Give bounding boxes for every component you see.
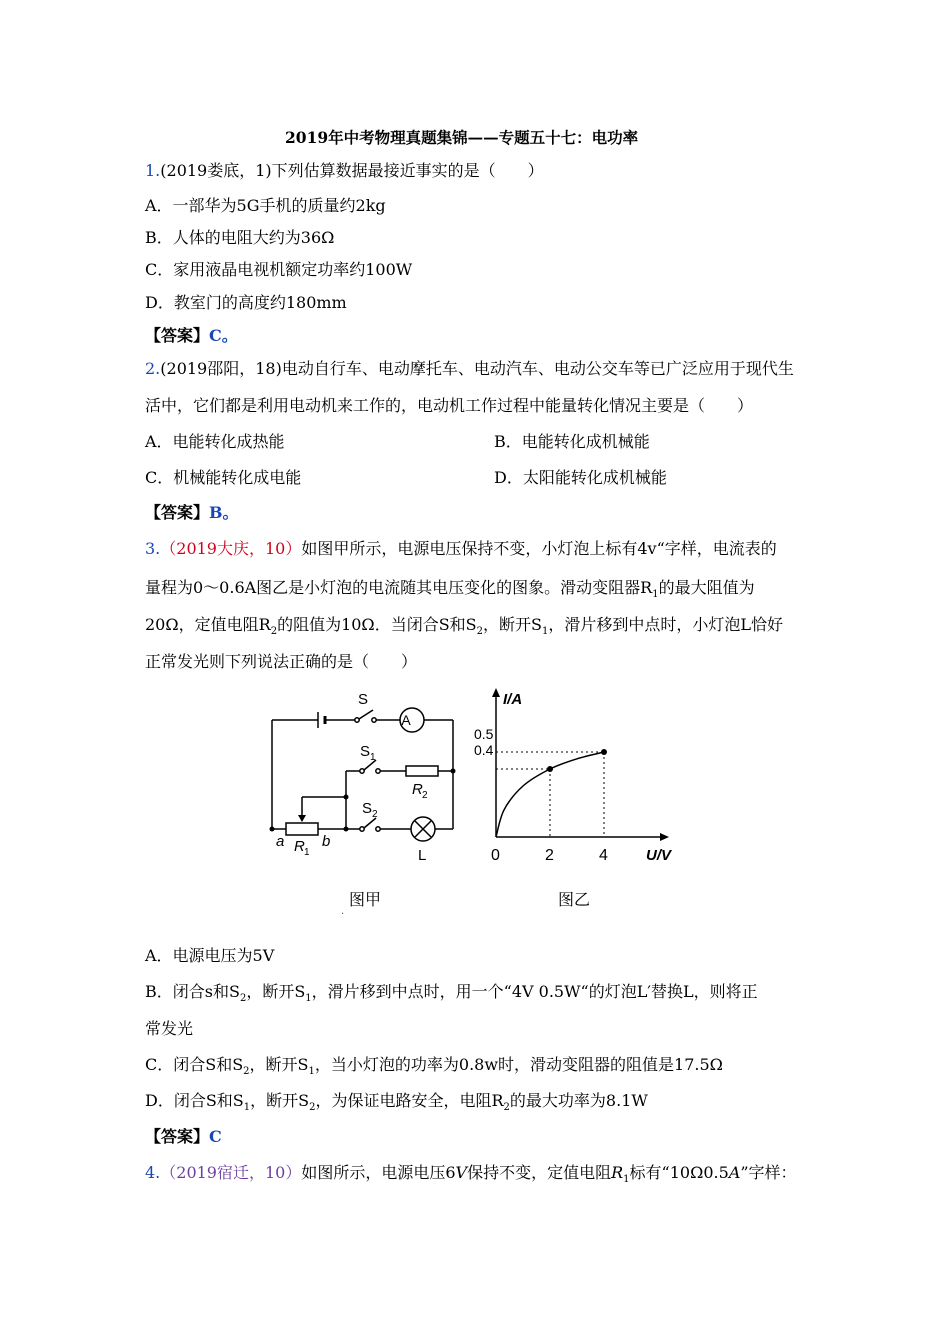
junction-dot <box>344 827 349 832</box>
question-stem: (2019娄底，1)下列估算数据最接近事实的是（ ） <box>160 161 544 180</box>
junction-dot <box>270 827 275 832</box>
subscript: 2 <box>309 1102 316 1114</box>
subscript: 1 <box>308 1066 315 1078</box>
label-s2-sub: 2 <box>372 809 378 820</box>
data-point <box>547 766 553 772</box>
q1-option-a: A．一部华为5G手机的质量约2kg <box>145 196 386 215</box>
label-l: L <box>418 847 427 864</box>
q3-option-d <box>145 1090 648 1112</box>
subscript: 2 <box>270 626 278 638</box>
x-axis-label: U/V <box>646 847 672 864</box>
q3-option-a: A．电源电压为5V <box>145 946 275 965</box>
question-2-stem-line2: 活中，它们都是利用电动机来工作的，电动机工作过程中能量转化情况主要是（ ） <box>145 396 754 415</box>
subscript: 1 <box>541 626 549 638</box>
text: 的最大阻值为 <box>658 578 755 597</box>
q1-option-d: D．教室门的高度约180mm <box>145 293 347 312</box>
q2-option-a: A．电能转化成热能 <box>145 432 285 451</box>
junction-dot <box>344 795 349 800</box>
figure-a-caption: 图甲 <box>348 892 382 909</box>
q3-answer <box>145 1126 222 1148</box>
question-number: 2. <box>145 359 161 378</box>
y-axis-arrow <box>492 688 500 697</box>
question-number: 3. <box>145 539 161 558</box>
question-1-stem <box>145 160 544 182</box>
question-text: 如图甲所示，电源电压保持不变，小灯泡上标有4v“字样，电流表的 <box>301 539 777 558</box>
question-3-line2 <box>145 577 755 599</box>
q1-option-c: C．家用液晶电视机额定功率约100W <box>145 260 413 279</box>
text: ，断开S <box>246 982 306 1001</box>
rheostat-r1 <box>286 823 318 835</box>
answer-label: 【答案】 <box>145 503 210 522</box>
text: 如图所示，电源电压6 <box>301 1163 456 1182</box>
subscript: 2 <box>503 1102 510 1114</box>
answer-value: C <box>209 1127 222 1146</box>
data-point <box>601 749 607 755</box>
answer-value: C。 <box>209 326 238 345</box>
text: 保持不变，定值电阻 <box>467 1163 612 1182</box>
question-2-stem-line1 <box>145 358 794 380</box>
page-title: 2019年中考物理真题集锦——专题五十七：电功率 <box>285 128 639 147</box>
text: ”字样： <box>740 1163 797 1182</box>
x-tick-label: 4 <box>599 847 608 864</box>
text: 的最大功率为8.1W <box>509 1091 648 1110</box>
text: ，滑片移到中点时，用一个“4V 0.5W“的灯泡L′替换L，则将正 <box>311 982 758 1001</box>
text: 的阻值为10Ω．当闭合S和S <box>277 615 477 634</box>
x-axis-arrow <box>660 833 669 841</box>
text: B．闭合s和S <box>145 982 240 1001</box>
subscript: 1 <box>305 993 312 1005</box>
figure-area <box>0 685 950 925</box>
y-tick-label: 0.4 <box>474 742 494 758</box>
text: 标有“10Ω0.5 <box>629 1163 729 1182</box>
subscript: 2 <box>239 993 247 1005</box>
label-a: a <box>276 833 285 850</box>
subscript: 1 <box>652 589 659 601</box>
circuit-diagram <box>272 708 453 841</box>
question-3-line4: 正常发光则下列说法正确的是（ ） <box>145 652 418 671</box>
question-3-line3 <box>145 614 783 636</box>
q1-answer <box>145 325 238 347</box>
iu-graph <box>492 688 669 841</box>
label-s1: S <box>360 743 371 760</box>
subscript: 2 <box>476 626 483 638</box>
answer-label: 【答案】 <box>145 326 210 345</box>
text: A <box>728 1163 741 1182</box>
scan-dot: · <box>341 909 345 920</box>
question-stem: (2019邵阳，18)电动自行车、电动摩托车、电动汽车、电动公交车等已广泛应用于现代生 <box>160 359 794 378</box>
label-s: S <box>358 691 369 708</box>
question-number: 1. <box>145 161 161 180</box>
q3-option-b-line2: 常发光 <box>145 1019 194 1038</box>
text: V <box>455 1163 468 1182</box>
label-s1-sub: 1 <box>370 752 376 763</box>
q1-option-b: B．人体的电阻大约为36Ω <box>145 228 335 247</box>
q2-answer <box>145 502 239 524</box>
resistor-r2 <box>406 766 438 776</box>
question-source: （2019大庆，10） <box>160 539 302 558</box>
answer-value: B。 <box>209 503 239 522</box>
label-s2: S <box>362 800 373 817</box>
label-b: b <box>322 833 331 850</box>
label-ammeter: A <box>401 712 411 728</box>
text: 20Ω，定值电阻R <box>145 615 271 634</box>
text: ，为保证电路安全，电阻R <box>315 1091 504 1110</box>
question-number: 4. <box>145 1163 161 1182</box>
answer-label: 【答案】 <box>145 1127 210 1146</box>
text: 量程为0～0.6A图乙是小灯泡的电流随其电压变化的图象。滑动变阻器R <box>145 578 653 597</box>
label-r1-sub: 1 <box>304 847 310 858</box>
label-r2: R <box>412 781 423 798</box>
question-4-line1 <box>145 1162 797 1184</box>
x-tick-label: 2 <box>545 847 554 864</box>
question-source: （2019宿迁，10） <box>160 1163 302 1182</box>
question-3-line1 <box>145 538 777 560</box>
q2-option-c: C．机械能转化成电能 <box>145 468 302 487</box>
text: ，断开S <box>250 1091 310 1110</box>
text: ，断开S <box>483 615 542 634</box>
q2-option-b: B．电能转化成机械能 <box>494 432 650 451</box>
q3-option-c <box>145 1054 723 1076</box>
subscript: 1 <box>623 1174 630 1186</box>
subscript: 1 <box>243 1102 251 1114</box>
junction-dot <box>451 769 456 774</box>
text: R <box>611 1163 624 1182</box>
y-tick-label: 0.5 <box>474 726 494 742</box>
subscript: 2 <box>243 1066 250 1078</box>
text: ，断开S <box>249 1055 309 1074</box>
label-r2-sub: 2 <box>422 790 428 801</box>
q3-option-b-line1 <box>145 981 758 1003</box>
y-axis-label: I/A <box>503 691 523 708</box>
q2-option-d: D．太阳能转化成机械能 <box>494 468 667 487</box>
text: C．闭合S和S <box>145 1055 244 1074</box>
x-tick-label: 0 <box>491 847 500 864</box>
text: ，当小灯泡的功率为0.8w时，滑动变阻器的阻值是17.5Ω <box>314 1055 723 1074</box>
text: D．闭合S和S <box>145 1091 244 1110</box>
figure-b-caption: 图乙 <box>557 892 591 909</box>
text: ，滑片移到中点时，小灯泡L恰好 <box>548 615 783 634</box>
switch-s <box>359 710 373 719</box>
label-r1: R <box>294 838 305 855</box>
